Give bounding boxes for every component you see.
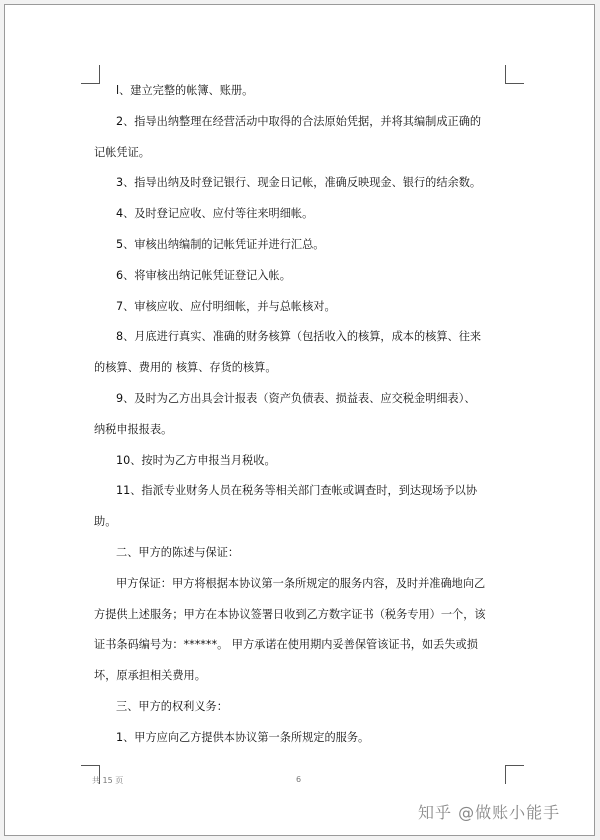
paragraph: 1、甲方应向乙方提供本协议第一条所规定的服务。 bbox=[116, 730, 370, 744]
watermark-text: 知乎 @做账小能手 bbox=[418, 803, 561, 822]
crop-mark-bottom-right bbox=[505, 765, 524, 784]
paragraph: 4、及时登记应收、应付等往来明细帐。 bbox=[116, 207, 314, 221]
page-count-footer: 共 15 页 bbox=[92, 776, 124, 785]
paragraph: 10、按时为乙方申报当月税收。 bbox=[116, 453, 276, 467]
document-body bbox=[94, 76, 506, 754]
paragraph: 2、指导出纳整理在经营活动中取得的合法原始凭据，并将其编制成正确的 bbox=[116, 114, 482, 128]
paragraph: 9、及时为乙方出具会计报表（资产负债表、损益表、应交税金明细表）、 bbox=[116, 391, 476, 405]
paragraph: 3、指导出纳及时登记银行、现金日记帐，准确反映现金、银行的结余数。 bbox=[116, 176, 482, 190]
paragraph-continuation: 记帐凭证。 bbox=[94, 145, 150, 159]
paragraph-continuation: 的核算、费用的 核算、存货的核算。 bbox=[94, 361, 277, 375]
crop-mark-top-right bbox=[505, 65, 524, 84]
paragraph: 甲方保证：甲方将根据本协议第一条所规定的服务内容，及时并准确地向乙 bbox=[116, 576, 486, 590]
paragraph: 8、月底进行真实、准确的财务核算（包括收入的核算，成本的核算、往来 bbox=[116, 330, 482, 344]
paragraph: 6、将审核出纳记帐凭证登记入帐。 bbox=[116, 268, 291, 282]
paragraph: l、建立完整的帐簿、账册。 bbox=[116, 84, 254, 97]
paragraph: 5、审核出纳编制的记帐凭证并进行汇总。 bbox=[116, 237, 325, 251]
paragraph-continuation: 证书条码编号为：******。 甲方承诺在使用期内妥善保管该证书，如丢失或损 bbox=[94, 638, 478, 652]
paragraph-continuation: 坏，原承担相关费用。 bbox=[94, 669, 206, 683]
section-heading: 三、甲方的权利义务： bbox=[116, 699, 228, 713]
paragraph: 11、指派专业财务人员在税务等相关部门查帐或调查时，到达现场予以协 bbox=[116, 484, 478, 498]
paragraph-continuation: 助。 bbox=[94, 515, 117, 529]
paragraph: 7、审核应收、应付明细帐，并与总帐核对。 bbox=[116, 299, 336, 313]
paragraph-continuation: 纳税申报报表。 bbox=[94, 422, 173, 436]
paragraph-continuation: 方提供上述服务；甲方在本协议签署日收到乙方数字证书（税务专用）一个，该 bbox=[94, 607, 486, 621]
section-heading: 二、甲方的陈述与保证： bbox=[116, 545, 240, 559]
page-number-footer: 6 bbox=[296, 775, 302, 784]
